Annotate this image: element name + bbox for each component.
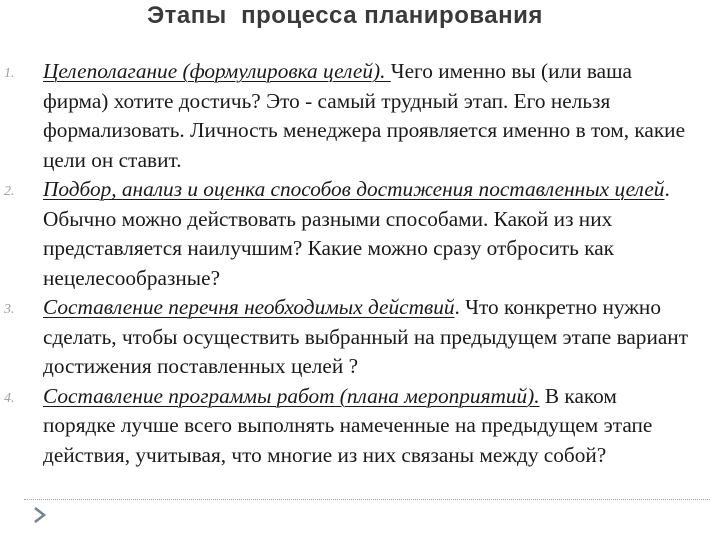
item-term: Целеполагание (формулировка целей). xyxy=(43,59,391,83)
item-text: В каком порядке лучше всего выполнять намеченные на предыдущем этапе действия, учитывая, что многие из них связаны между собой? xyxy=(43,383,653,467)
item-term: Составление программы работ (плана мероприятий). xyxy=(43,383,540,408)
page-title: Этапы процесса планирования xyxy=(147,2,543,29)
item-text: Чего именно вы (или ваша фирма) хотите достичь? Это - самый трудный этап. Его нельзя формализовать. Личность менеджера проявляется именно в том, какие цели он ставит. xyxy=(43,59,686,172)
item-term: Подбор, анализ и оценка способов достижения поставленных целей xyxy=(43,177,665,201)
stage-list xyxy=(0,57,700,470)
list-item xyxy=(0,57,700,175)
item-term: Составление перечня необходимых действий xyxy=(43,295,455,319)
item-number: 3. xyxy=(4,302,15,317)
chevron-right-icon xyxy=(29,505,49,525)
item-number: 4. xyxy=(4,390,15,406)
list-item xyxy=(0,293,700,382)
item-number: 1. xyxy=(4,66,15,81)
item-text: . Что конкретно нужно сделать, чтобы осуществить выбранный на предыдущем этапе вариант достижения поставленных целей ? xyxy=(43,295,689,378)
list-item xyxy=(0,175,700,293)
item-text: . Обычно можно действовать разными способами. Какой из них представляется наилучшим? Какие можно сразу отбросить как нецелесообразные? xyxy=(43,177,670,290)
list-item xyxy=(0,382,700,471)
bottom-divider xyxy=(24,499,710,500)
item-number: 2. xyxy=(4,184,15,199)
